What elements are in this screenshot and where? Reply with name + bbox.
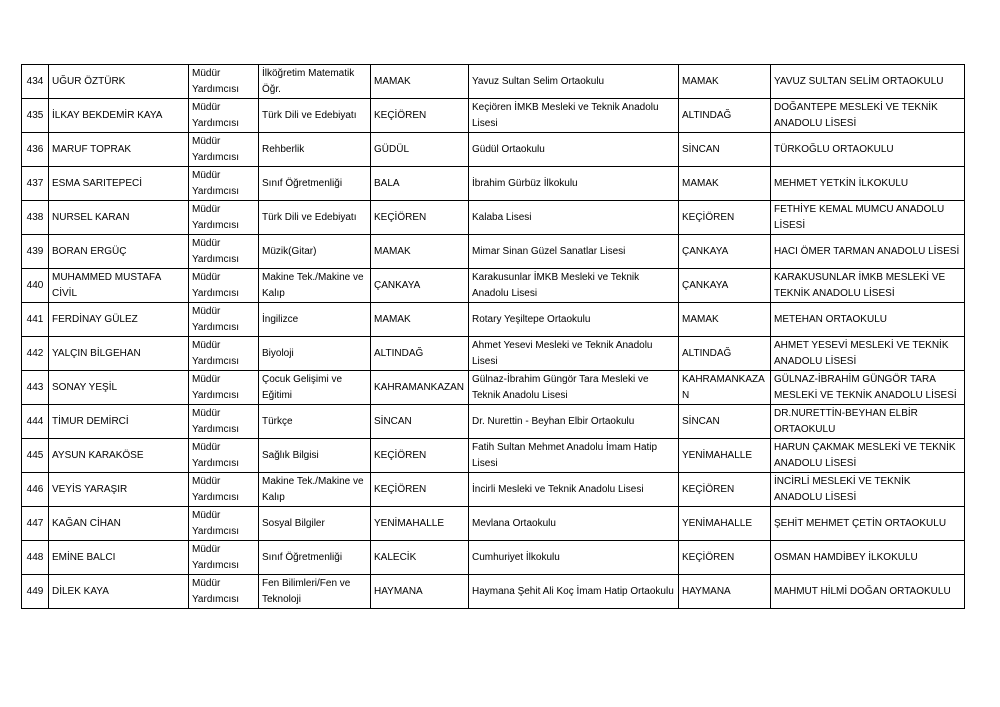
current-school-cell: Ahmet Yesevi Mesleki ve Teknik Anadolu Lisesi	[469, 337, 679, 371]
position-title-cell: Müdür Yardımcısı	[189, 439, 259, 473]
current-school-cell: Haymana Şehit Ali Koç İmam Hatip Ortaokulu	[469, 575, 679, 609]
row-number-cell: 437	[22, 167, 49, 201]
position-title-cell: Müdür Yardımcısı	[189, 99, 259, 133]
table-row	[22, 65, 965, 99]
row-number-cell: 444	[22, 405, 49, 439]
current-school-cell: Gülnaz-İbrahim Güngör Tara Mesleki ve Teknik Anadolu Lisesi	[469, 371, 679, 405]
assigned-district-cell: SİNCAN	[679, 133, 771, 167]
current-school-cell: İbrahim Gürbüz İlkokulu	[469, 167, 679, 201]
row-number-cell: 445	[22, 439, 49, 473]
current-school-cell: Fatih Sultan Mehmet Anadolu İmam Hatip Lisesi	[469, 439, 679, 473]
table-row	[22, 371, 965, 405]
current-district-cell: HAYMANA	[371, 575, 469, 609]
branch-cell: Sınıf Öğretmenliği	[259, 541, 371, 575]
table-row	[22, 473, 965, 507]
assignment-table	[21, 64, 965, 609]
person-name-cell: ESMA SARITEPECİ	[49, 167, 189, 201]
person-name-cell: YALÇIN BİLGEHAN	[49, 337, 189, 371]
current-district-cell: MAMAK	[371, 65, 469, 99]
current-school-cell: İncirli Mesleki ve Teknik Anadolu Lisesi	[469, 473, 679, 507]
assigned-district-cell: ÇANKAYA	[679, 269, 771, 303]
assigned-school-cell: MAHMUT HİLMİ DOĞAN ORTAOKULU	[771, 575, 965, 609]
branch-cell: İlköğretim Matematik Öğr.	[259, 65, 371, 99]
assigned-school-cell: TÜRKOĞLU ORTAOKULU	[771, 133, 965, 167]
assigned-district-cell: YENİMAHALLE	[679, 507, 771, 541]
assigned-district-cell: SİNCAN	[679, 405, 771, 439]
row-number-cell: 439	[22, 235, 49, 269]
current-district-cell: KEÇİÖREN	[371, 439, 469, 473]
current-school-cell: Yavuz Sultan Selim Ortaokulu	[469, 65, 679, 99]
current-school-cell: Mevlana Ortaokulu	[469, 507, 679, 541]
position-title-cell: Müdür Yardımcısı	[189, 303, 259, 337]
row-number-cell: 436	[22, 133, 49, 167]
position-title-cell: Müdür Yardımcısı	[189, 201, 259, 235]
branch-cell: Müzik(Gitar)	[259, 235, 371, 269]
position-title-cell: Müdür Yardımcısı	[189, 65, 259, 99]
person-name-cell: KAĞAN CİHAN	[49, 507, 189, 541]
row-number-cell: 442	[22, 337, 49, 371]
table-row	[22, 439, 965, 473]
branch-cell: Fen Bilimleri/Fen ve Teknoloji	[259, 575, 371, 609]
person-name-cell: MUHAMMED MUSTAFA CİVİL	[49, 269, 189, 303]
person-name-cell: NURSEL KARAN	[49, 201, 189, 235]
current-district-cell: KEÇİÖREN	[371, 99, 469, 133]
row-number-cell: 440	[22, 269, 49, 303]
branch-cell: Makine Tek./Makine ve Kalıp	[259, 473, 371, 507]
assigned-school-cell: FETHİYE KEMAL MUMCU ANADOLU LİSESİ	[771, 201, 965, 235]
table-body	[22, 65, 965, 609]
table-row	[22, 337, 965, 371]
person-name-cell: EMİNE BALCI	[49, 541, 189, 575]
person-name-cell: FERDİNAY GÜLEZ	[49, 303, 189, 337]
table-row	[22, 99, 965, 133]
assigned-district-cell: KEÇİÖREN	[679, 473, 771, 507]
row-number-cell: 434	[22, 65, 49, 99]
position-title-cell: Müdür Yardımcısı	[189, 167, 259, 201]
table-row	[22, 405, 965, 439]
current-district-cell: KALECİK	[371, 541, 469, 575]
position-title-cell: Müdür Yardımcısı	[189, 541, 259, 575]
branch-cell: Sınıf Öğretmenliği	[259, 167, 371, 201]
current-district-cell: KEÇİÖREN	[371, 201, 469, 235]
position-title-cell: Müdür Yardımcısı	[189, 371, 259, 405]
assigned-school-cell: KARAKUSUNLAR İMKB MESLEKİ VE TEKNİK ANADOLU LİSESİ	[771, 269, 965, 303]
position-title-cell: Müdür Yardımcısı	[189, 235, 259, 269]
branch-cell: Türk Dili ve Edebiyatı	[259, 201, 371, 235]
person-name-cell: UĞUR ÖZTÜRK	[49, 65, 189, 99]
person-name-cell: AYSUN KARAKÖSE	[49, 439, 189, 473]
assigned-district-cell: MAMAK	[679, 167, 771, 201]
table-row	[22, 235, 965, 269]
current-school-cell: Keçiören İMKB Mesleki ve Teknik Anadolu Lisesi	[469, 99, 679, 133]
assigned-district-cell: HAYMANA	[679, 575, 771, 609]
table-row	[22, 541, 965, 575]
person-name-cell: MARUF TOPRAK	[49, 133, 189, 167]
assigned-district-cell: KEÇİÖREN	[679, 201, 771, 235]
current-school-cell: Rotary Yeşiltepe Ortaokulu	[469, 303, 679, 337]
position-title-cell: Müdür Yardımcısı	[189, 133, 259, 167]
assigned-school-cell: DOĞANTEPE MESLEKİ VE TEKNİK ANADOLU LİSESİ	[771, 99, 965, 133]
current-district-cell: KEÇİÖREN	[371, 473, 469, 507]
table-row	[22, 167, 965, 201]
current-district-cell: MAMAK	[371, 235, 469, 269]
branch-cell: Rehberlik	[259, 133, 371, 167]
current-school-cell: Kalaba Lisesi	[469, 201, 679, 235]
row-number-cell: 443	[22, 371, 49, 405]
current-school-cell: Cumhuriyet İlkokulu	[469, 541, 679, 575]
branch-cell: Türk Dili ve Edebiyatı	[259, 99, 371, 133]
row-number-cell: 435	[22, 99, 49, 133]
table-row	[22, 269, 965, 303]
assigned-school-cell: METEHAN ORTAOKULU	[771, 303, 965, 337]
person-name-cell: VEYİS YARAŞIR	[49, 473, 189, 507]
position-title-cell: Müdür Yardımcısı	[189, 507, 259, 541]
row-number-cell: 446	[22, 473, 49, 507]
branch-cell: İngilizce	[259, 303, 371, 337]
person-name-cell: İLKAY BEKDEMİR KAYA	[49, 99, 189, 133]
table-row	[22, 201, 965, 235]
branch-cell: Çocuk Gelişimi ve Eğitimi	[259, 371, 371, 405]
row-number-cell: 448	[22, 541, 49, 575]
assigned-district-cell: MAMAK	[679, 303, 771, 337]
assigned-school-cell: OSMAN HAMDİBEY İLKOKULU	[771, 541, 965, 575]
position-title-cell: Müdür Yardımcısı	[189, 337, 259, 371]
person-name-cell: TİMUR DEMİRCİ	[49, 405, 189, 439]
assigned-district-cell: MAMAK	[679, 65, 771, 99]
current-school-cell: Güdül Ortaokulu	[469, 133, 679, 167]
assigned-school-cell: AHMET YESEVİ MESLEKİ VE TEKNİK ANADOLU LİSESİ	[771, 337, 965, 371]
assigned-school-cell: İNCİRLİ MESLEKİ VE TEKNİK ANADOLU LİSESİ	[771, 473, 965, 507]
assigned-school-cell: ŞEHİT MEHMET ÇETİN ORTAOKULU	[771, 507, 965, 541]
assigned-school-cell: YAVUZ SULTAN SELİM ORTAOKULU	[771, 65, 965, 99]
row-number-cell: 441	[22, 303, 49, 337]
current-district-cell: BALA	[371, 167, 469, 201]
table-row	[22, 133, 965, 167]
current-school-cell: Karakusunlar İMKB Mesleki ve Teknik Anadolu Lisesi	[469, 269, 679, 303]
row-number-cell: 447	[22, 507, 49, 541]
assigned-school-cell: MEHMET YETKİN İLKOKULU	[771, 167, 965, 201]
current-district-cell: MAMAK	[371, 303, 469, 337]
current-district-cell: YENİMAHALLE	[371, 507, 469, 541]
row-number-cell: 438	[22, 201, 49, 235]
table-row	[22, 303, 965, 337]
current-district-cell: ÇANKAYA	[371, 269, 469, 303]
assigned-district-cell: ÇANKAYA	[679, 235, 771, 269]
branch-cell: Türkçe	[259, 405, 371, 439]
current-district-cell: KAHRAMANKAZAN	[371, 371, 469, 405]
person-name-cell: SONAY YEŞİL	[49, 371, 189, 405]
current-district-cell: ALTINDAĞ	[371, 337, 469, 371]
branch-cell: Sağlık Bilgisi	[259, 439, 371, 473]
current-school-cell: Dr. Nurettin - Beyhan Elbir Ortaokulu	[469, 405, 679, 439]
assigned-district-cell: KAHRAMANKAZAN	[679, 371, 771, 405]
person-name-cell: DİLEK KAYA	[49, 575, 189, 609]
current-district-cell: SİNCAN	[371, 405, 469, 439]
assigned-school-cell: DR.NURETTİN-BEYHAN ELBİR ORTAOKULU	[771, 405, 965, 439]
position-title-cell: Müdür Yardımcısı	[189, 269, 259, 303]
assigned-school-cell: HACI ÖMER TARMAN ANADOLU LİSESİ	[771, 235, 965, 269]
assigned-school-cell: GÜLNAZ-İBRAHİM GÜNGÖR TARA MESLEKİ VE TEKNİK ANADOLU LİSESİ	[771, 371, 965, 405]
table-row	[22, 507, 965, 541]
person-name-cell: BORAN ERGÜÇ	[49, 235, 189, 269]
table-row	[22, 575, 965, 609]
position-title-cell: Müdür Yardımcısı	[189, 473, 259, 507]
branch-cell: Sosyal Bilgiler	[259, 507, 371, 541]
position-title-cell: Müdür Yardımcısı	[189, 405, 259, 439]
position-title-cell: Müdür Yardımcısı	[189, 575, 259, 609]
current-school-cell: Mimar Sinan Güzel Sanatlar Lisesi	[469, 235, 679, 269]
assigned-district-cell: ALTINDAĞ	[679, 337, 771, 371]
current-district-cell: GÜDÜL	[371, 133, 469, 167]
assigned-district-cell: YENİMAHALLE	[679, 439, 771, 473]
assigned-district-cell: ALTINDAĞ	[679, 99, 771, 133]
row-number-cell: 449	[22, 575, 49, 609]
branch-cell: Makine Tek./Makine ve Kalıp	[259, 269, 371, 303]
assigned-school-cell: HARUN ÇAKMAK MESLEKİ VE TEKNİK ANADOLU LİSESİ	[771, 439, 965, 473]
assigned-district-cell: KEÇİÖREN	[679, 541, 771, 575]
branch-cell: Biyoloji	[259, 337, 371, 371]
